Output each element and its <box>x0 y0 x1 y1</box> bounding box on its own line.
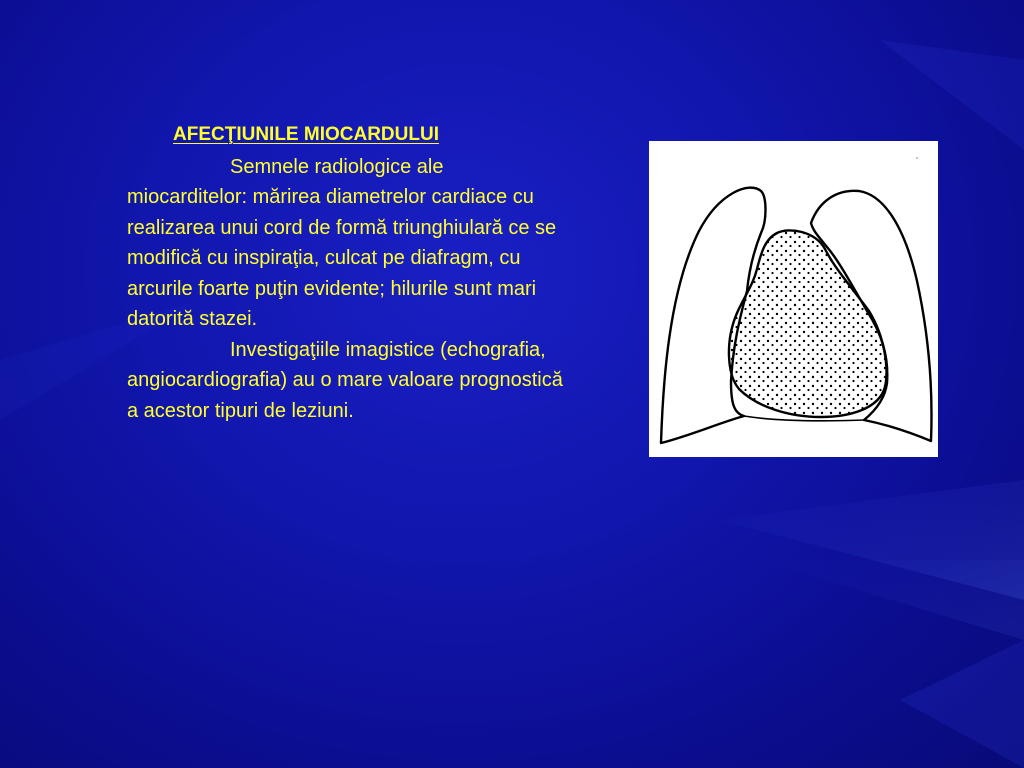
paragraph-imaging-investigations: Investigaţiile imagistice (echografia, angiocardiografia) au o mare valoare prognostică a acestor tipuri de leziuni. <box>127 338 563 422</box>
slide-heading: AFECŢIUNILE MIOCARDULUI <box>173 124 439 145</box>
paragraph-radiologic-signs: Semnele radiologice ale miocarditelor: mărirea diametrelor cardiace cu realizarea unui cord de formă triunghiulară ce se modifică cu inspiraţia, culcat pe diafragm, cu arcurile foarte puţin evidente; hilurile sunt mari datorită stazei. <box>127 155 557 330</box>
chest-radiograph-drawing-icon <box>649 141 938 457</box>
chest-radiograph-figure <box>649 141 938 457</box>
slide-text-block <box>127 120 567 426</box>
